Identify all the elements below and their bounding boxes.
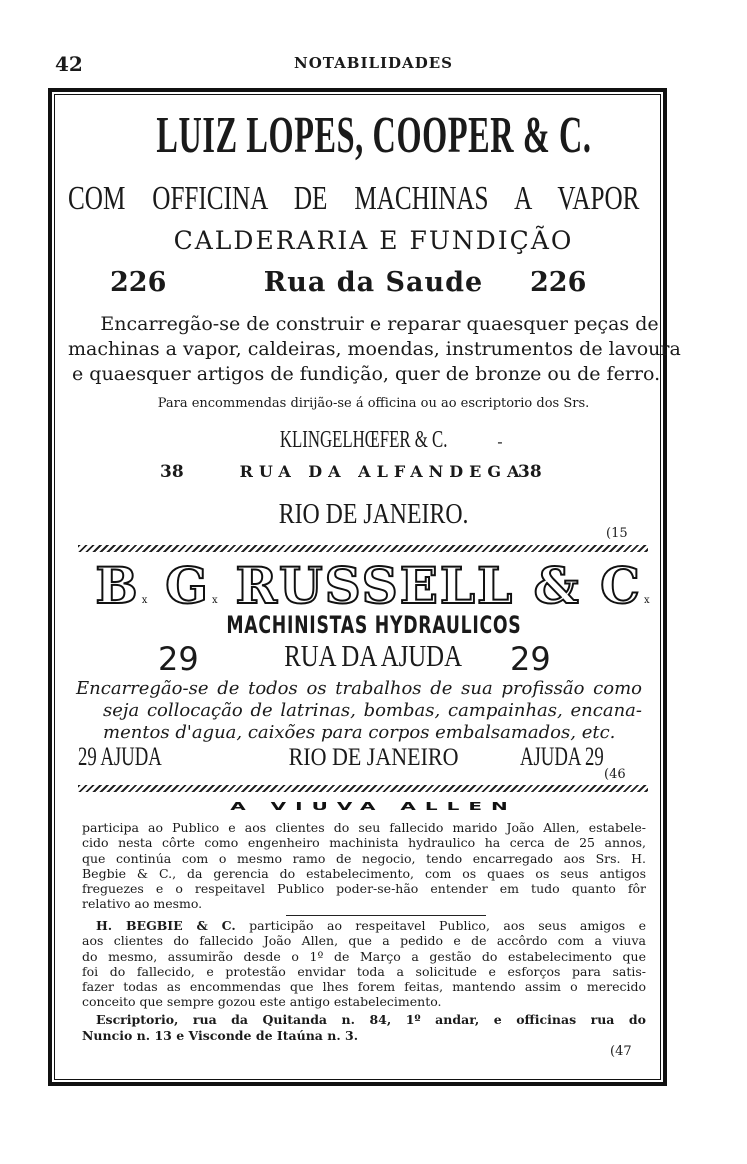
ad1-line1 (68, 178, 640, 218)
ad2-subtitle: MACHINISTAS HYDRAULICOS (225, 611, 522, 639)
ad3-p2-first (82, 918, 646, 933)
ad3-p1-line: cido nesta côrte como engenheiro machinista hydraulico ha cerca de 25 annos, (82, 835, 646, 851)
ad2-title-part-3: RUSSELL & C (235, 556, 642, 615)
ad1-body-line1: Encarregão-se de construir e reparar quaesquer peças de (100, 313, 659, 335)
ad1-agent-street: RUA DA ALFANDEGA (239, 462, 526, 481)
ad2-footer-left: 29 AJUDA (78, 742, 162, 771)
divider-1 (78, 545, 648, 552)
ad1-address-street: Rua da Saude (263, 267, 484, 298)
divider-2 (78, 785, 648, 792)
ad1-agent-num-left: 38 (160, 462, 184, 482)
ad3-paragraph-1 (82, 820, 646, 912)
ad2-title-part-1: B (95, 556, 140, 615)
ad2-title-sep-3: x (643, 595, 650, 606)
ad2-subtitle-row (0, 610, 747, 639)
ad3-p2-first-text: participão ao respeitavel Publico, aos seus amigos e (249, 918, 647, 933)
ad3-p3-line1: Escriptorio, rua da Quitanda n. 84, 1º andar, e officinas rua do (96, 1012, 646, 1027)
ad2-title-sep-2: x (211, 595, 218, 606)
ad1-address-num-right: 226 (530, 267, 587, 298)
ad1-orders-line: Para encommendas dirijão-se á officina ou ao escriptorio dos Srs. (157, 396, 590, 411)
ad3-rule (286, 915, 486, 916)
ad3-p2-line: do mesmo, assumirão desde o 1º de Março a gestão do estabelecimento que (82, 948, 646, 964)
ad3-title: A VIUVA ALLEN (230, 799, 517, 813)
page-number: 42 (55, 52, 83, 76)
ad3-p1-line: Begbie & C., da gerencia do estabelecimento, com os quaes os seus antigos (82, 865, 646, 881)
ad1-agent: KLINGELHŒFER & C. (280, 427, 448, 453)
ad1-title: LUIZ LOPES, COOPER & C. (155, 107, 592, 164)
ad3-ref: (47 (610, 1044, 632, 1059)
ad2-address-street: RUA DA AJUDA (284, 638, 463, 673)
ad3-paragraph-3 (82, 1012, 646, 1044)
ad1-title-row (0, 106, 747, 165)
ad1-ref: (15 (606, 526, 628, 541)
ad2-ref: (46 (604, 767, 626, 782)
ad3-p2-line: aos clientes do fallecido João Allen, que a pedido e de accôrdo com a viuva (82, 933, 646, 949)
ad2-title-part-2: G (165, 556, 210, 615)
ad3-p2-last: conceito que sempre gozou este antigo estabelecimento. (82, 994, 442, 1010)
ad1-body-line3: e quaesquer artigos de fundição, quer de bronze ou de ferro. (72, 363, 661, 385)
ad2-title-row (0, 556, 747, 615)
ad2-body-line2: seja collocação de latrinas, bombas, campainhas, encana- (103, 700, 642, 721)
ad1-address-num-left: 226 (110, 267, 167, 298)
ad3-p1-line: que continúa com o mesmo ramo de negocio, tendo encarregado aos Srs. H. (82, 850, 646, 866)
ad3-p2-line: fazer todas as encommendas que lhes forem feitas, mantendo assim o merecido (82, 979, 646, 995)
ad2-address-num-right: 29 (510, 640, 551, 678)
ad1-body-line2: machinas a vapor, caldeiras, moendas, instrumentos de lavoura (68, 338, 681, 360)
ad3-p2-lead: H. BEGBIE & C. (96, 918, 236, 933)
ad3-p3-line2: Nuncio n. 13 e Visconde de Itaúna n. 3. (82, 1028, 359, 1043)
ad1-agent-dash: - (497, 432, 503, 451)
running-head: NOTABILIDADES (294, 54, 453, 72)
ad1-agent-row (0, 425, 747, 454)
ad3-paragraph-2 (82, 918, 646, 1010)
ad3-p1-last: relativo ao mesmo. (82, 896, 203, 912)
ad1-agent-num-right: 38 (518, 462, 542, 482)
ad1-line1-text: COM OFFICINA DE MACHINAS A VAPOR (68, 180, 640, 217)
ad2-body-line3: mentos d'agua, caixões para corpos embalsamados, etc. (103, 722, 616, 743)
ad3-p2-line: foi do fallecido, e protestão envidar toda a solicitude e esforços para satis- (82, 963, 646, 979)
ad3-p1-line: participa ao Publico e aos clientes do seu fallecido marido João Allen, estabele- (82, 820, 646, 835)
ad3-title-row (0, 794, 747, 814)
ad2-footer-center: RIO DE JANEIRO (288, 744, 459, 771)
ad1-city-row (0, 497, 747, 531)
ad1-line2: CALDERARIA E FUNDIÇÃO (173, 226, 574, 255)
ad3-p1-line: freguezes e o respeitavel Publico poder-se-hão entender em tudo quanto fôr (82, 881, 646, 897)
ad1-city: RIO DE JANEIRO. (278, 499, 469, 530)
ad2-title-sep-1: x (141, 595, 148, 606)
ad2-address-num-left: 29 (158, 640, 199, 678)
ad2-footer-right: AJUDA 29 (520, 742, 604, 771)
ad2-body-line1: Encarregão-se de todos os trabalhos de sua profissão como (76, 678, 642, 699)
ad2-address-street-row (0, 638, 747, 674)
